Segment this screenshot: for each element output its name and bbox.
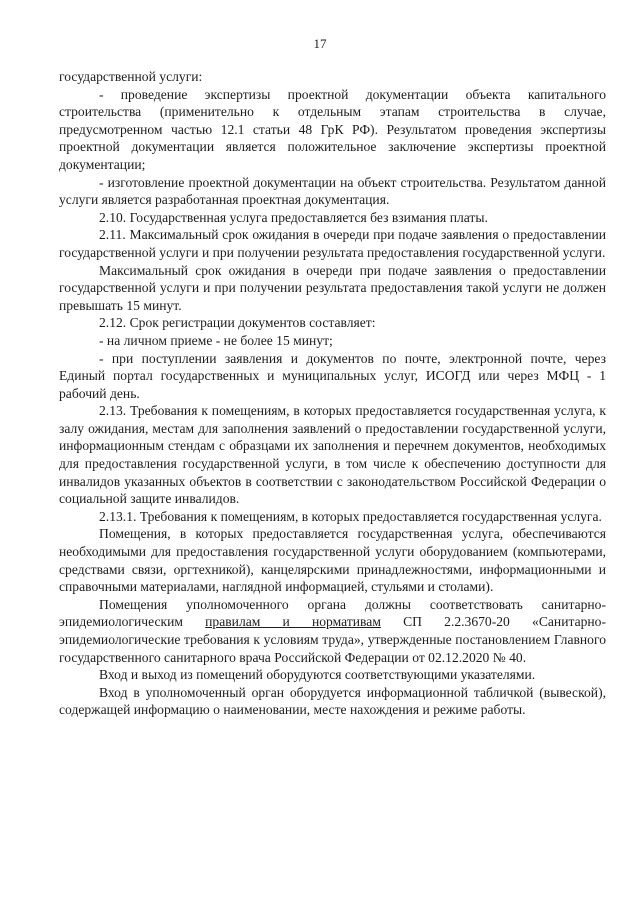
paragraph: государственной услуги: bbox=[59, 69, 203, 84]
paragraph: - при поступлении заявления и документов по почте, электронной почте, через Единый портал государственных и муниципальных услуг, ИСОГД или через МФЦ - 1 рабочий день. bbox=[59, 350, 606, 401]
paragraph: - проведение экспертизы проектной документации объекта капитального строительства (применительно к отдельным этапам строительства в случае, предусмотренном частью 12.1 статьи 48 ГрК РФ). Результатом проведения экспертизы проектной документации является положительное заключение экспертизы проектной документации; bbox=[59, 86, 606, 172]
paragraph: - на личном приеме - не более 15 минут; bbox=[99, 332, 333, 348]
paragraph: 2.11. Максимальный срок ожидания в очереди при подаче заявления о предоставлении государственной услуги и при получении результата предоставления государственной услуги. bbox=[59, 227, 606, 260]
document-body bbox=[59, 68, 606, 719]
sanpin-paragraph bbox=[59, 596, 606, 666]
paragraph: 2.13.1. Требования к помещениям, в которых предоставляется государственная услуга. bbox=[99, 508, 602, 524]
paragraph: - изготовление проектной документации на объект строительства. Результатом данной услуги является разработанная проектная документация. bbox=[59, 174, 606, 208]
page-number: 17 bbox=[313, 36, 327, 51]
paragraph: 2.10. Государственная услуга предоставляется без взимания платы. bbox=[99, 209, 488, 225]
sanpin-text-after: СП 2.2.3670-20 «Санитарно-эпидемиологические требования к условиям труда», утвержденные постановлением Главного государственного санитарного врача Российской Федерации от 02.12.2020 № 40. bbox=[59, 614, 607, 665]
paragraph: 2.13. Требования к помещениям, в которых предоставляется государственная услуга, к залу ожидания, местам для заполнения заявлений о предоставлении государственной услуги, информационным стендам с образцами их заполнения и перечнем документов, необходимых для предоставления государственной услуги, в том числе к обеспечению доступности для инвалидов указанных объектов в соответствии с законодательством Российской Федерации о социальной защите инвалидов. bbox=[59, 403, 606, 507]
norms-link[interactable]: правилам и нормативам bbox=[205, 614, 381, 630]
paragraph: Вход в уполномоченный орган оборудуется информационной табличкой (вывеской), содержащей информацию о наименовании, месте нахождения и режиме работы. bbox=[59, 684, 606, 718]
sanpin-text-before: Помещения уполномоченного органа должны соответствовать санитарно-эпидемиологическим bbox=[59, 596, 606, 630]
paragraph: 2.12. Срок регистрации документов составляет: bbox=[99, 315, 376, 331]
paragraph: Помещения, в которых предоставляется государственная услуга, обеспечиваются необходимыми для предоставления государственной услуги оборудованием (компьютерами, средствами связи, оргтехникой), канцелярскими принадлежностями, информационными и справочными материалами, наглядной информацией, стульями и столами). bbox=[59, 526, 606, 595]
paragraph: Вход и выход из помещений оборудуются соответствующими указателями. bbox=[99, 667, 536, 683]
paragraph: Максимальный срок ожидания в очереди при подаче заявления о предоставлении государственной услуги и при получении результата предоставления такой услуги не должен превышать 15 минут. bbox=[59, 262, 606, 313]
